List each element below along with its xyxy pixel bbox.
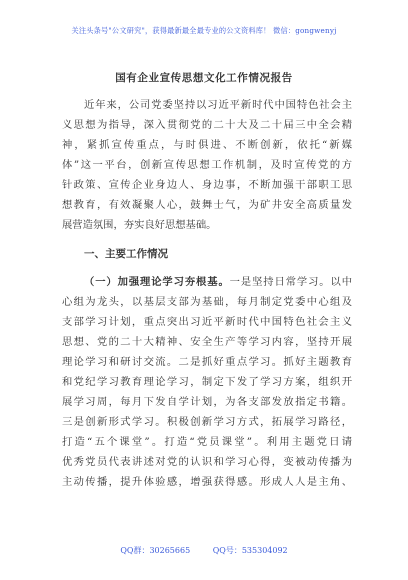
- paragraph-line: 优秀党员代表讲述对党的认识和学习心得，变被动传播为: [62, 456, 352, 468]
- paragraph-line: 主动传播，提升体验感，增强获得感。形成人人是主角、: [62, 476, 352, 488]
- paragraph-line: 近年来，公司党委坚持以习近平新时代中国特色社会主: [84, 99, 352, 111]
- paragraph-line: 展营造氛围，夯实良好思想基础。: [62, 219, 217, 231]
- document-title: 国有企业宣传思想文化工作情况报告: [115, 72, 293, 84]
- paragraph-line: 展学习周，每月下发自学计划，为各支部发放指定书籍。: [62, 396, 352, 408]
- paragraph-text: 一是坚持日常学习。以中: [229, 276, 353, 288]
- paragraph-line: 三是创新形式学习。积极创新学习方式，拓展学习路径，: [62, 416, 352, 428]
- paragraph-line: 体”这一平台，创新宣传思想工作机制，及时宣传党的方: [62, 159, 352, 171]
- paragraph-line: 针政策、宣传企业身边人、身边事，不断加强干部职工思: [62, 179, 352, 191]
- paragraph-line: 支部学习计划，重点突出习近平新时代中国特色社会主义: [62, 316, 352, 328]
- top-banner: 关注头条号"公文研究"，获得最新最全最专业的公文资料库！ 微信：gongwenyj: [71, 26, 337, 35]
- paragraph-line: 思想、党的二十大精神、安全生产等学习内容，坚持开展: [62, 336, 352, 348]
- paragraph-line: 理论学习和研讨交流。二是抓好重点学习。抓好主题教育: [62, 356, 352, 368]
- section-heading: 一、主要工作情况: [84, 248, 168, 260]
- paragraph-line: 和党纪学习教育理论学习，制定下发了学习方案，组织开: [62, 376, 352, 388]
- subsection-heading: （一）加强理论学习夯根基。: [84, 276, 230, 288]
- footer-qq-group: QQ群：30265665: [120, 546, 191, 555]
- paragraph-line: 义思想为指导，深入贯彻党的二十大及二十届三中全会精: [62, 119, 352, 131]
- paragraph-line: 想教育，有效凝聚人心，鼓舞士气，为矿井安全高质量发: [62, 199, 352, 211]
- paragraph-line: 打造“五个课堂”。打造“党员课堂”。利用主题党日请: [62, 436, 352, 448]
- footer: [0, 545, 408, 556]
- subsection-first-line: [84, 276, 352, 288]
- paragraph-line: 神，紧抓宣传重点，与时俱进、不断创新，依托“新媒: [62, 139, 352, 151]
- footer-qq: QQ号：535304092: [212, 546, 288, 555]
- paragraph-line: 心组为龙头，以基层支部为基础，每月制定党委中心组及: [62, 296, 352, 308]
